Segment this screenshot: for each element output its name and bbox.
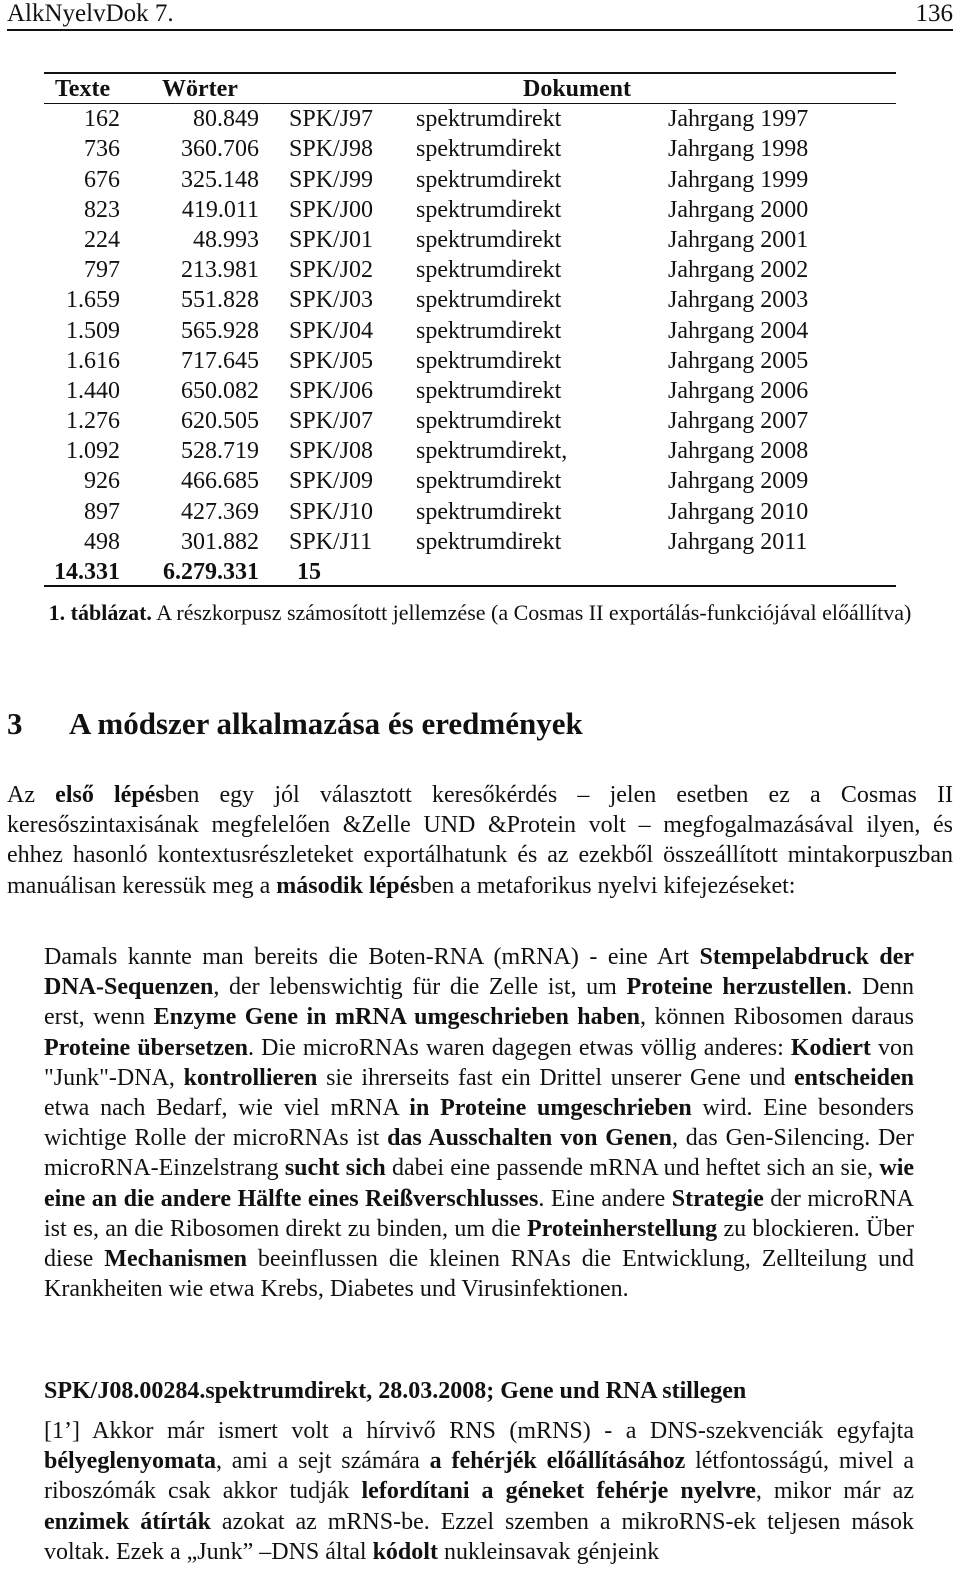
- cell-texte: 797: [84, 257, 120, 284]
- bold-metaphor: a fehérjék előállításához: [429, 1448, 686, 1475]
- cell-name: spektrumdirekt: [416, 287, 562, 314]
- section-number: 3: [7, 706, 23, 741]
- table-row: [0, 225, 960, 255]
- cell-year: Jahrgang 2005: [668, 347, 809, 374]
- cell-worter: 427.369: [181, 498, 259, 525]
- table-row: [0, 134, 960, 164]
- cell-name: spektrumdirekt: [416, 106, 562, 133]
- bold-metaphor: Proteine übersetzen: [44, 1034, 248, 1061]
- german-example-quote: [44, 942, 914, 1304]
- example-source: SPK/J08.00284.spektrumdirekt, 28.03.2008; Gene und RNA stillegen: [44, 1378, 747, 1404]
- cell-signature: SPK/J09: [289, 468, 374, 495]
- section-title: A módszer alkalmazása és eredmények: [69, 706, 583, 741]
- text-run: Az: [7, 782, 56, 808]
- cell-worter: 565.928: [181, 317, 259, 344]
- cell-year: Jahrgang 2003: [668, 287, 809, 314]
- cell-year: Jahrgang 2001: [668, 226, 809, 253]
- hungarian-translation: [44, 1416, 914, 1567]
- cell-signature: SPK/J07: [289, 408, 374, 435]
- bold-term: első lépés: [55, 782, 165, 808]
- section-heading: [7, 704, 583, 744]
- total-texte: 14.331: [54, 559, 120, 585]
- cell-year: Jahrgang 2004: [668, 317, 809, 344]
- total-worter: 6.279.331: [163, 559, 259, 585]
- bold-metaphor: Enzyme Gene in mRNA umgeschrieben haben: [153, 1004, 640, 1031]
- text-run: nukleinsavak génjeink: [437, 1538, 660, 1565]
- cell-signature: SPK/J04: [289, 317, 374, 344]
- cell-signature: SPK/J97: [289, 106, 374, 133]
- cell-name: spektrumdirekt: [416, 166, 562, 193]
- cell-texte: 162: [84, 106, 120, 133]
- text-run: ben a metaforikus nyelvi kifejezéseket:: [419, 872, 796, 899]
- table-row: [0, 165, 960, 195]
- cell-year: Jahrgang 2009: [668, 468, 809, 495]
- table-row: [0, 285, 960, 315]
- table-caption: [18, 597, 942, 629]
- bold-metaphor: das Ausschalten von Genen: [387, 1125, 672, 1152]
- bold-metaphor: Proteine herzustellen: [626, 974, 847, 1001]
- cell-worter: 528.719: [181, 438, 259, 465]
- bold-metaphor: bélyeglenyomata: [44, 1448, 216, 1475]
- cell-worter: 551.828: [181, 287, 259, 314]
- text-run: , mikor már az: [755, 1478, 914, 1505]
- cell-texte: 224: [84, 226, 120, 253]
- cell-name: spektrumdirekt: [416, 498, 562, 525]
- cell-year: Jahrgang 2011: [668, 528, 808, 555]
- cell-name: spektrumdirekt: [416, 347, 562, 374]
- text-run: . Die microRNAs waren dagegen etwas völlig anderes:: [247, 1034, 791, 1061]
- text-run: . Denn erst, wenn: [44, 974, 914, 1031]
- cell-worter: 48.993: [193, 226, 259, 253]
- cell-signature: SPK/J11: [289, 528, 373, 555]
- cell-texte: 1.659: [66, 287, 120, 314]
- cell-signature: SPK/J10: [289, 498, 374, 525]
- cell-year: Jahrgang 2002: [668, 257, 809, 284]
- text-run: [1’] Akkor már ismert volt a hírvivő RNS (mRNS) - a DNS-szekvenciák egyfajta: [44, 1418, 914, 1444]
- bold-metaphor: Kodiert: [790, 1034, 871, 1061]
- cell-texte: 1.092: [66, 438, 120, 465]
- table-row: [0, 527, 960, 557]
- cell-name: spektrumdirekt: [416, 528, 562, 555]
- cell-texte: 897: [84, 498, 120, 525]
- cell-signature: SPK/J00: [289, 196, 374, 223]
- cell-name: spektrumdirekt: [416, 196, 562, 223]
- cell-name: spektrumdirekt: [416, 408, 562, 435]
- cell-texte: 823: [84, 196, 120, 223]
- cell-name: spektrumdirekt: [416, 136, 562, 163]
- table-row: [0, 316, 960, 346]
- cell-worter: 620.505: [181, 408, 259, 435]
- cell-year: Jahrgang 2007: [668, 408, 809, 435]
- table-row: [0, 195, 960, 225]
- text-run: , können Ribosomen daraus: [639, 1004, 915, 1031]
- cell-signature: SPK/J01: [289, 226, 374, 253]
- cell-worter: 466.685: [181, 468, 259, 495]
- col-header-dokument: Dokument: [523, 76, 632, 102]
- bold-metaphor: entscheiden: [794, 1064, 914, 1091]
- cell-worter: 717.645: [181, 347, 259, 374]
- bold-metaphor: in Proteine umgeschrieben: [409, 1095, 692, 1122]
- body-paragraph: [7, 780, 953, 901]
- text-run: sie ihrerseits fast ein Drittel unserer Gene und: [317, 1064, 794, 1091]
- cell-worter: 80.849: [193, 106, 259, 133]
- col-header-worter: Wörter: [162, 76, 238, 102]
- cell-name: spektrumdirekt: [416, 377, 562, 404]
- cell-year: Jahrgang 2000: [668, 196, 809, 223]
- text-run: létfontosságú, mivel a riboszómák csak akkor tudják: [44, 1448, 914, 1505]
- cell-texte: 1.440: [66, 377, 120, 404]
- col-header-texte: Texte: [55, 76, 111, 102]
- table-row: [0, 255, 960, 285]
- total-docs: 15: [297, 559, 321, 585]
- cell-worter: 325.148: [181, 166, 259, 193]
- page-number: 136: [915, 0, 953, 27]
- bold-metaphor: Strategie: [671, 1185, 764, 1212]
- table-row: [0, 497, 960, 527]
- cell-name: spektrumdirekt,: [416, 438, 568, 465]
- caption-label: 1. táblázat.: [48, 600, 152, 625]
- cell-texte: 1.509: [66, 317, 120, 344]
- table-row: [0, 104, 960, 134]
- cell-year: Jahrgang 2010: [668, 498, 809, 525]
- text-run: der microRNA ist es, an die Ribosomen direkt zu binden, um die: [44, 1185, 915, 1242]
- text-run: ben egy jól választott keresőkérdés – jelen esetben ez a Cosmas II keresőszintaxisának megfelelően &Zelle UND &Protein volt – megfogalmazásával ilyen, és ehhez hasonló kontextusrészleteket exportálhatunk és az ezekből összeállított mintakorpuszban manuálisan keressük meg a: [7, 782, 954, 899]
- table-row: [0, 436, 960, 466]
- cell-name: spektrumdirekt: [416, 317, 562, 344]
- bold-metaphor: enzimek átírták: [44, 1508, 211, 1535]
- cell-texte: 736: [84, 136, 120, 163]
- text-run: . Eine andere: [538, 1185, 672, 1212]
- text-run: dabei eine passende mRNA und heftet sich an sie,: [385, 1155, 880, 1182]
- bold-metaphor: Proteinherstellung: [526, 1215, 718, 1242]
- cell-name: spektrumdirekt: [416, 468, 562, 495]
- text-run: , das Gen-Silencing. Der microRNA-Einzelstrang: [44, 1125, 915, 1182]
- cell-year: Jahrgang 1999: [668, 166, 809, 193]
- cell-signature: SPK/J06: [289, 377, 374, 404]
- bold-metaphor: sucht sich: [284, 1155, 386, 1182]
- cell-year: Jahrgang 1998: [668, 136, 809, 163]
- text-run: wird. Eine besonders wichtige Rolle der microRNAs ist: [44, 1095, 915, 1152]
- table-totals-row: [0, 557, 960, 587]
- table-row: [0, 346, 960, 376]
- cell-year: Jahrgang 2006: [668, 377, 809, 404]
- table-header-row: [0, 74, 960, 104]
- running-head: [7, 0, 953, 28]
- text-run: beeinflussen die kleinen RNAs die Entwicklung, Zellteilung und Krankheiten wie etwa Krebs, Diabetes und Virusinfektionen.: [44, 1246, 914, 1303]
- table-row: [0, 466, 960, 496]
- cell-signature: SPK/J05: [289, 347, 374, 374]
- cell-signature: SPK/J02: [289, 257, 374, 284]
- bold-metaphor: kontrollieren: [183, 1064, 318, 1091]
- text-run: von "Junk"-DNA,: [44, 1034, 915, 1091]
- bold-metaphor: lefordítani a géneket fehérje nyelvre: [361, 1478, 756, 1505]
- bold-metaphor: Stempelabdruck der DNA-Sequenzen: [44, 944, 914, 1001]
- text-run: Damals kannte man bereits die Boten-RNA (mRNA) - eine Art: [44, 944, 700, 970]
- text-run: , der lebenswichtig für die Zelle ist, um: [213, 974, 627, 1001]
- caption-text: A részkorpusz számosított jellemzése (a Cosmas II exportálás-funkciójával előállítva): [151, 600, 912, 625]
- table-body: [0, 104, 960, 557]
- bold-metaphor: Mechanismen: [104, 1246, 247, 1273]
- cell-signature: SPK/J08: [289, 438, 374, 465]
- bold-metaphor: wie eine an die andere Hälfte eines Reißverschlusses: [44, 1155, 915, 1212]
- cell-texte: 498: [84, 528, 120, 555]
- bold-term: második lépés: [276, 872, 420, 899]
- cell-worter: 650.082: [181, 377, 259, 404]
- journal-title: AlkNyelvDok 7.: [7, 0, 174, 27]
- cell-texte: 926: [84, 468, 120, 495]
- cell-year: Jahrgang 2008: [668, 438, 809, 465]
- table-row: [0, 376, 960, 406]
- table-row: [0, 406, 960, 436]
- cell-year: Jahrgang 1997: [668, 106, 809, 133]
- cell-signature: SPK/J99: [289, 166, 374, 193]
- cell-name: spektrumdirekt: [416, 257, 562, 284]
- bold-metaphor: kódolt: [372, 1538, 438, 1565]
- cell-worter: 301.882: [181, 528, 259, 555]
- text-run: zu blockieren. Über diese: [44, 1215, 914, 1273]
- text-run: azokat az mRNS-be. Ezzel szemben a mikroRNS-ek teljesen mások voltak. Ezek a „Junk” –DNS által: [44, 1508, 915, 1565]
- text-run: etwa nach Bedarf, wie viel mRNA: [44, 1095, 410, 1122]
- cell-texte: 1.276: [66, 408, 120, 435]
- cell-signature: SPK/J98: [289, 136, 374, 163]
- cell-texte: 1.616: [66, 347, 120, 374]
- cell-name: spektrumdirekt: [416, 226, 562, 253]
- cell-signature: SPK/J03: [289, 287, 374, 314]
- corpus-table: [0, 74, 960, 587]
- text-run: , ami a sejt számára: [215, 1448, 430, 1475]
- cell-worter: 419.011: [181, 196, 259, 223]
- header-rule: [7, 29, 953, 31]
- cell-worter: 213.981: [181, 257, 259, 284]
- cell-worter: 360.706: [181, 136, 259, 163]
- cell-texte: 676: [84, 166, 120, 193]
